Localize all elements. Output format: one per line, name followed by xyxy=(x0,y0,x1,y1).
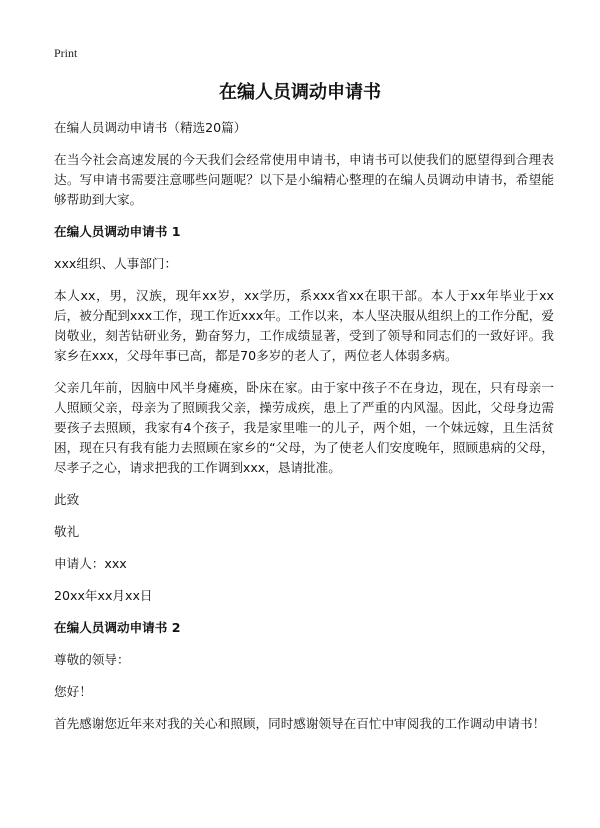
document-body xyxy=(54,118,554,746)
applicant-line: 申请人：xxx xyxy=(54,556,127,571)
date-line: 20xx年xx月xx日 xyxy=(54,588,153,603)
page-title: 在编人员调动申请书 xyxy=(219,82,381,103)
greeting-2: 您好！ xyxy=(54,684,92,699)
document-subtitle: 在编人员调动申请书（精选20篇） xyxy=(54,120,247,135)
section-2-paragraph-1: 首先感谢您近年来对我的关心和照顾，同时感谢领导在百忙中审阅我的工作调动申请书！ xyxy=(54,716,546,731)
section-heading-1: 在编人员调动申请书 1 xyxy=(54,224,181,239)
closing-jingli: 敬礼 xyxy=(54,524,80,539)
section-1-paragraph-2: 父亲几年前，因脑中风半身瘫痪，卧床在家。由于家中孩子不在身边，现在，只有母亲一人照顾父亲，母亲为了照顾我父亲，操劳成疾，患上了严重的内风湿。因此，父母身边需要孩子去照顾，我家有4个孩子，我是家里唯一的儿子，两个姐，一个妹远嫁，且生活贫困，现在只有我有能力去照顾在家乡的“父母，为了使老人们安度晚年，照顾患病的父母，尽孝子之心，请求把我的工作调到xxx，恳请批准。 xyxy=(54,380,554,475)
salutation-1: xxx组织、人事部门： xyxy=(54,256,178,271)
print-link[interactable]: Print xyxy=(54,46,78,60)
intro-paragraph: 在当今社会高速发展的今天我们会经常使用申请书，申请书可以使我们的愿望得到合理表达。写申请书需要注意哪些问题呢？以下是小编精心整理的在编人员调动申请书，希望能够帮助到大家。 xyxy=(54,152,554,207)
section-heading-2: 在编人员调动申请书 2 xyxy=(54,620,181,635)
section-1-paragraph-1: 本人xx，男，汉族，现年xx岁，xx学历，系xxx省xx在职干部。本人于xx年毕业于xx后，被分配到xxx工作，现工作近xxx年。工作以来，本人坚决服从组织上的工作分配，爱岗敬业，刻苦钻研业务，勤奋努力，工作成绩显著，受到了领导和同志们的一致好评。我家乡在xxx，父母年事已高，都是70多岁的老人了，两位老人体弱多病。 xyxy=(54,288,554,363)
salutation-2: 尊敬的领导： xyxy=(54,652,130,667)
closing-cizhi: 此致 xyxy=(54,492,80,507)
